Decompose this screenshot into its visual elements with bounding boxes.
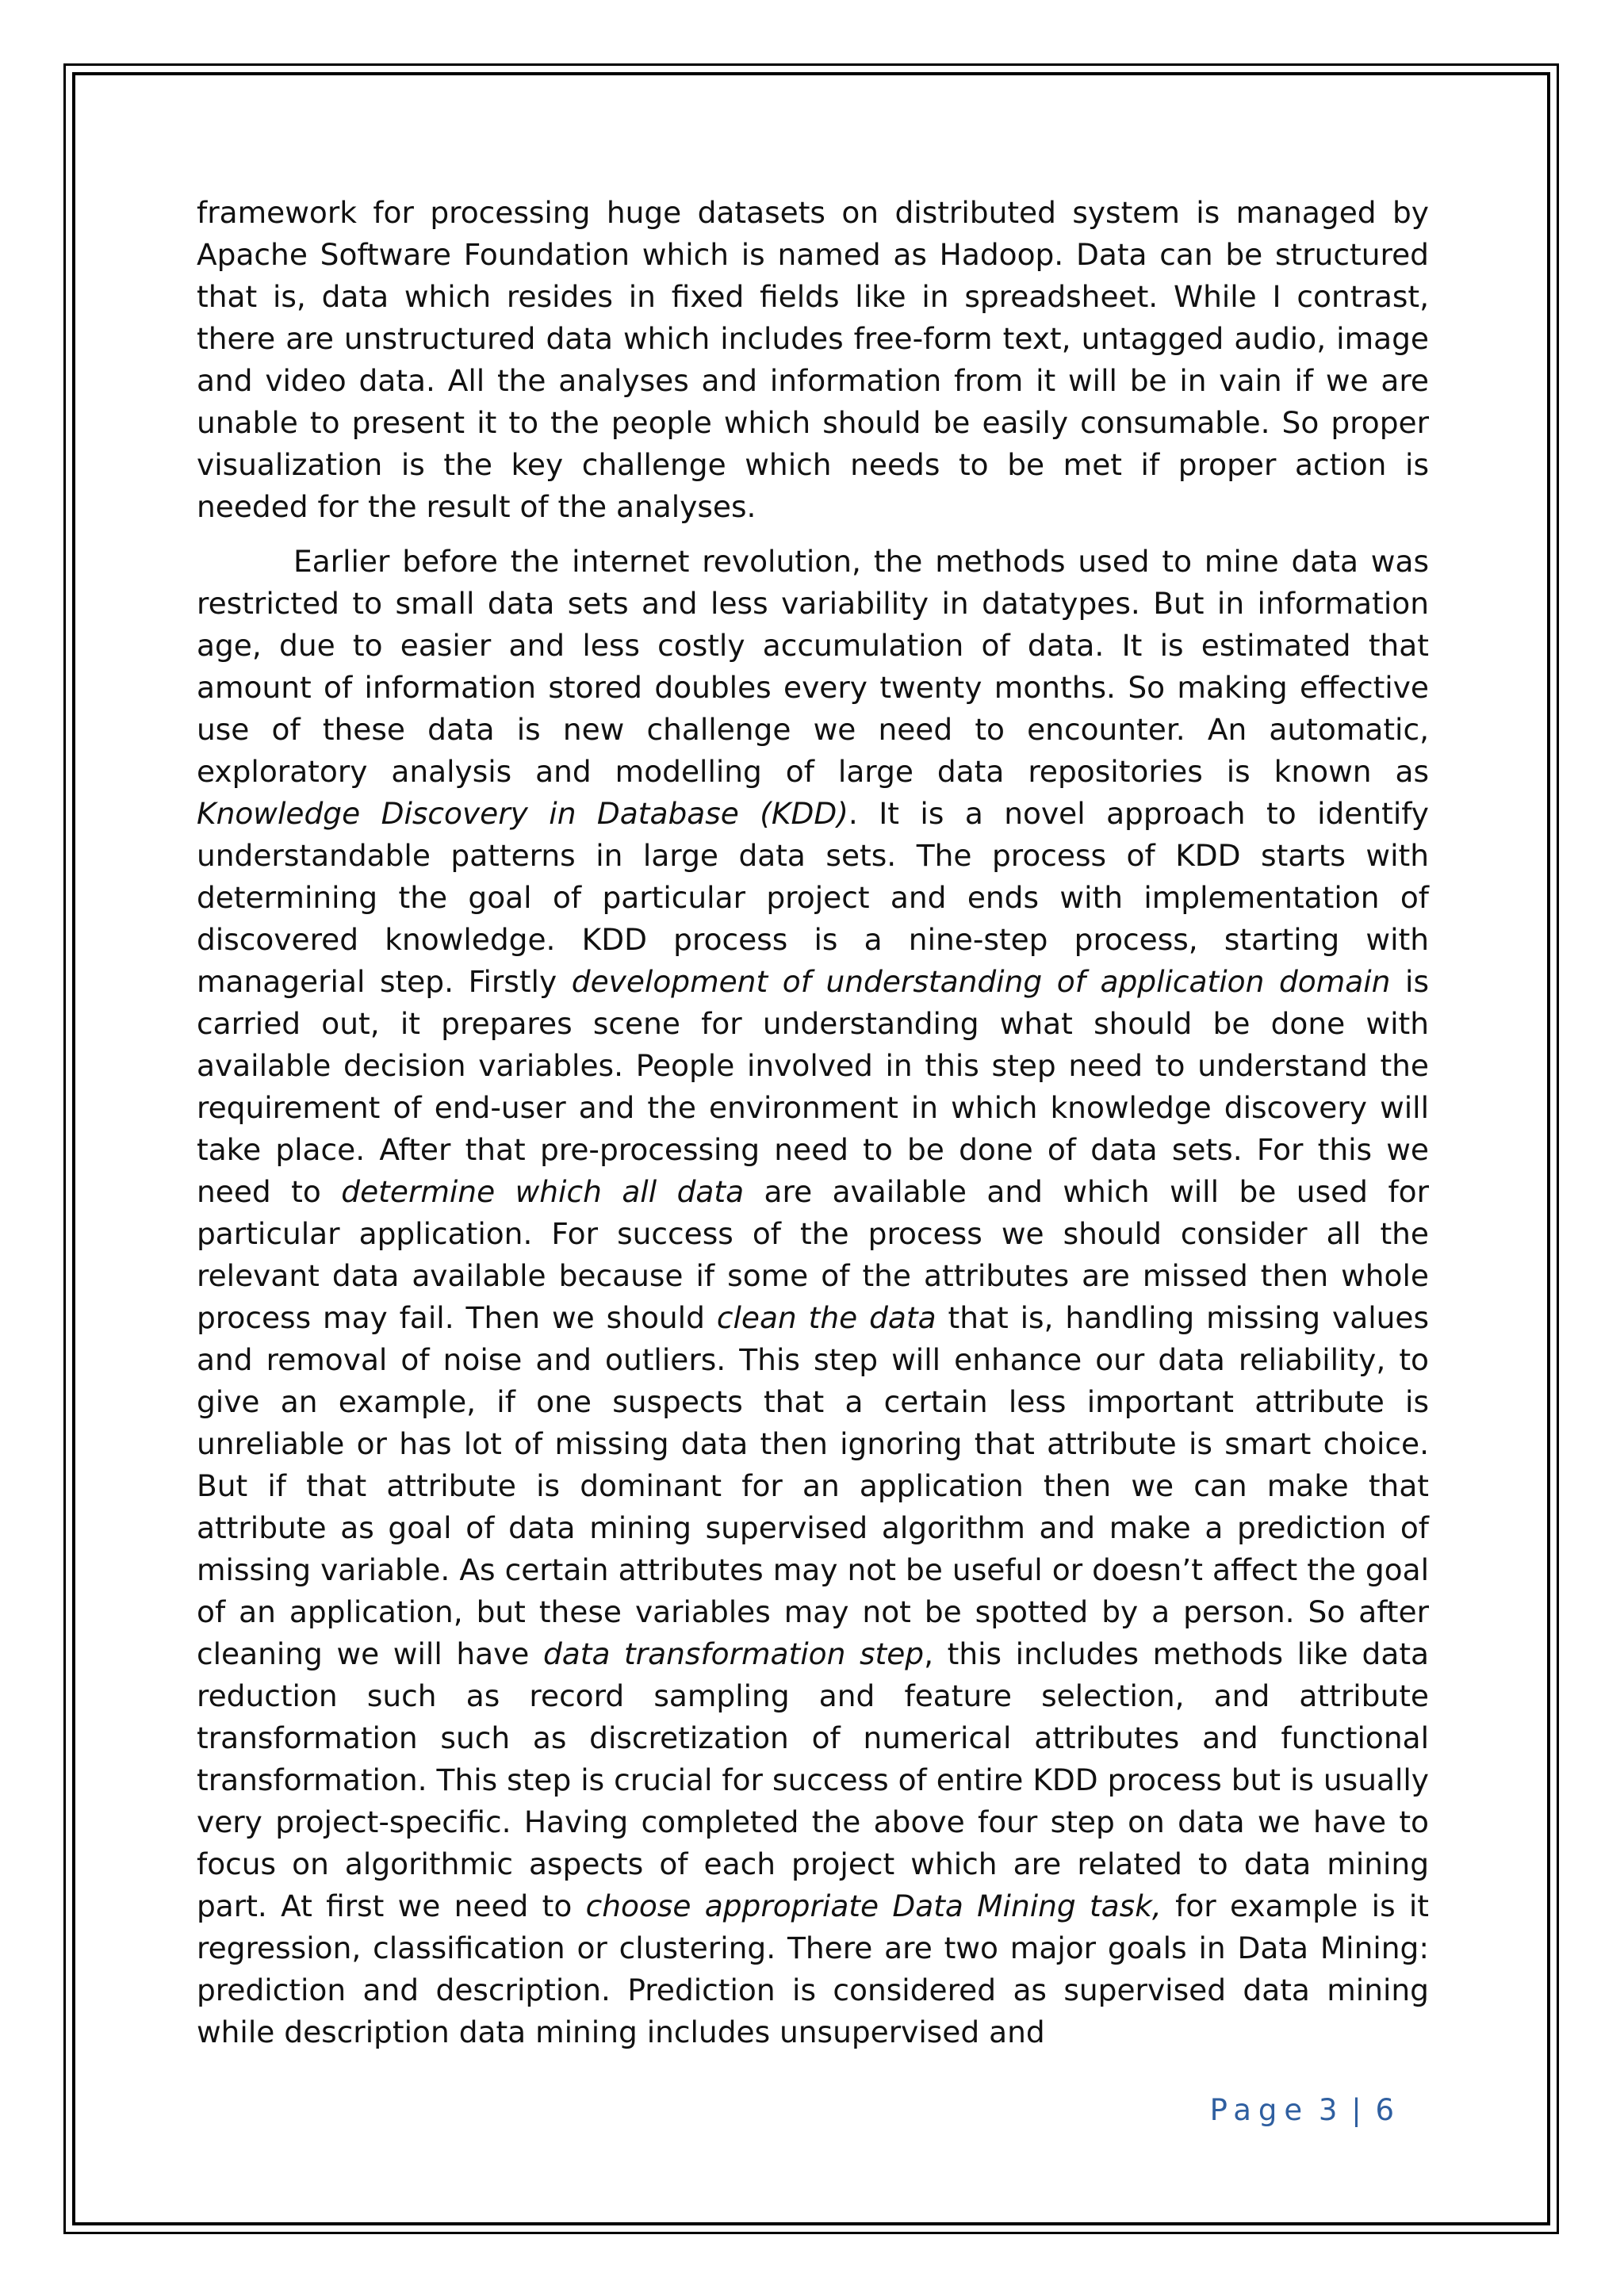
document-body bbox=[197, 192, 1429, 2053]
paragraph-1: framework for processing huge datasets on distributed system is managed by Apache Software Foundation which is named as Hadoop. Data can be structured that is, data which resides in fixed fields like in spreadsheet. While I contrast, there are unstructured data which includes free-form text, untagged audio, image and video data. All the analyses and information from it will be in vain if we are unable to present it to the people which should be easily consumable. So proper visualization is the key challenge which needs to be met if proper action is needed for the result of the analyses. bbox=[197, 195, 1429, 524]
page-label: Page bbox=[1209, 2093, 1310, 2127]
paragraph-2-text-2: . It is a novel approach to identify understandable patterns in large data sets. The process of KDD starts with determining the goal of particular project and ends with implementation of discovered knowledge. KDD process is a nine-step process, starting with managerial step. Firstly bbox=[197, 796, 1429, 999]
italic-transform-term: data transformation step bbox=[542, 1636, 925, 1671]
italic-clean-term: clean the data bbox=[716, 1300, 936, 1335]
page-footer bbox=[1210, 2093, 1394, 2127]
italic-kdd-term: Knowledge Discovery in Database (KDD) bbox=[197, 796, 848, 831]
paragraph-2-text-6: , this includes methods like data reduction such as record sampling and feature selection, and attribute transformation such as discretization of numerical attributes and functional transformation. This step is crucial for success of entire KDD process but is usually very project-specific. Having completed the above four step on data we have to focus on algorithmic aspects of each project which are related to data mining part. At first we need to bbox=[197, 1636, 1430, 1923]
total-pages: 6 bbox=[1375, 2093, 1394, 2127]
italic-development-term: development of understanding of application domain bbox=[571, 964, 1391, 999]
page-separator: | bbox=[1351, 2093, 1362, 2127]
paragraph-2-text-1: Earlier before the internet revolution, the methods used to mine data was restricted to small data sets and less variability in datatypes. But in information age, due to easier and less costly accumulation of data. It is estimated that amount of information stored doubles every twenty months. So making effective use of these data is new challenge we need to encounter. An automatic, exploratory analysis and modelling of large data repositories is known as bbox=[197, 544, 1429, 789]
paragraph-2-text-4: are available and which will be used for particular application. For success of the process we should consider all the relevant data available because if some of the attributes are missed then whole process may fail. Then we should bbox=[197, 1174, 1430, 1335]
paragraph-2-text-7: for example is it regression, classification or clustering. There are two major goals in Data Mining: prediction and description. Prediction is considered as supervised data mining while description data mining includes unsupervised and bbox=[197, 1888, 1430, 2049]
paragraph-2-text-3: is carried out, it prepares scene for understanding what should be done with available decision variables. People involved in this step need to understand the requirement of end-user and the environment in which knowledge discovery will take place. After that pre-processing need to be done of data sets. For this we need to bbox=[197, 964, 1429, 1209]
italic-determine-term: determine which all data bbox=[341, 1174, 745, 1209]
paragraph-2 bbox=[197, 541, 1429, 2053]
page-number: 3 bbox=[1318, 2093, 1338, 2127]
paragraph-2-text-5: that is, handling missing values and removal of noise and outliers. This step will enhance our data reliability, to give an example, if one suspects that a certain less important attribute is unreliable or has lot of missing data then ignoring that attribute is smart choice. But if that attribute is dominant for an application then we can make that attribute as goal of data mining supervised algorithm and make a prediction of missing variable. As certain attributes may not be useful or doesn’t affect the goal of an application, but these variables may not be spotted by a person. So after cleaning we will have bbox=[197, 1300, 1429, 1671]
italic-choose-term: choose appropriate Data Mining task, bbox=[585, 1888, 1162, 1923]
